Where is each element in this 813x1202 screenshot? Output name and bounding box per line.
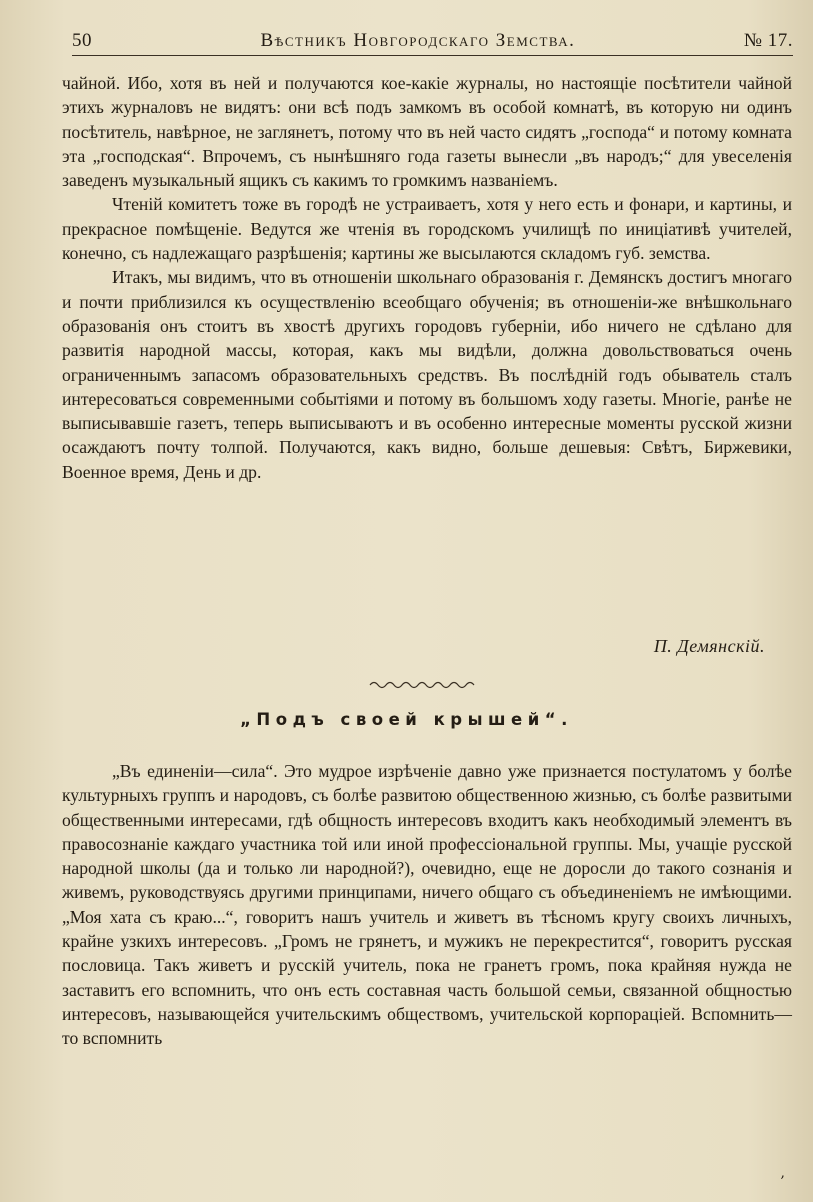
- page-mark: ,: [780, 1165, 785, 1181]
- article-demyansk: [62, 71, 792, 484]
- wavy-divider: [368, 678, 478, 692]
- article-under-own-roof: [62, 759, 792, 1051]
- issue-number: № 17.: [743, 30, 793, 51]
- page-number: 50: [72, 30, 92, 51]
- paragraph: Итакъ, мы видимъ, что въ отношеніи школьнаго образованія г. Демянскъ достигъ многаго и почти приблизился къ осуществленію всеобщаго обученія; въ отношеніи-же внѣшкольнаго образованія онъ стоитъ въ хвостѣ другихъ городовъ губерніи, ибо ничего не сдѣлано для развитія народной массы, которая, какъ мы видѣли, должна довольствоваться очень ограниченнымъ запасомъ образовательныхъ средствъ. Въ послѣдній годъ обыватель сталъ интересоваться современными событіями и потому въ большомъ ходу газеты. Многіе, ранѣе не выписывавшіе газетъ, теперь выписываютъ и въ особенно интересные моменты русской жизни осаждаютъ почту толпой. Получаются, какъ видно, больше дешевыя: Свѣтъ, Биржевики, Военное время, День и др.: [62, 267, 792, 482]
- author-signature: П. Демянскій.: [653, 636, 765, 656]
- running-header: [72, 22, 793, 56]
- paragraph: Чтеній комитетъ тоже въ городѣ не устраиваетъ, хотя у него есть и фонари, и картины, и прекрасное помѣщеніе. Ведутся же чтенія въ городскомъ училищѣ по иниціативѣ учителей, конечно, съ надлежащаго разрѣшенія; картины же высылаются складомъ губ. земства.: [62, 194, 792, 264]
- journal-title: Вѣстникъ Новгородскаго Земства.: [260, 30, 576, 51]
- paragraph: чайной. Ибо, хотя въ ней и получаются кое-какіе журналы, но настоящіе посѣтители чайной этихъ журналовъ не видятъ: они всѣ подъ замкомъ въ особой комнатѣ, въ которую ни одинъ посѣтитель, навѣрное, не заглянетъ, потому что въ ней часто сидятъ „господа“ и потому комната эта „господская“. Впрочемъ, съ нынѣшняго года газеты вынесли „въ народъ;“ для увеселенія заведенъ музыкальный ящикъ съ какимъ то громкимъ названіемъ.: [62, 73, 792, 191]
- paragraph: „Въ единеніи—сила“. Это мудрое изрѣченіе давно уже признается постулатомъ у болѣе культурныхъ группъ и народовъ, съ болѣе развитою общественною жизнью, съ болѣе развитыми общественными интересами, гдѣ общность интересовъ входитъ какъ необходимый элементъ въ правосознаніе каждаго участника той или иной профессіональной группы. Мы, учащіе русской народной школы (да и только ли народной?), очевидно, еще не доросли до такого сознанія и живемъ, руководствуясь другими принципами, ничего общаго съ объединеніемъ не имѣющими. „Моя хата съ краю...“, говоритъ нашъ учитель и живетъ въ тѣсномъ кругу своихъ личныхъ, крайне узкихъ интересовъ. „Громъ не грянетъ, и мужикъ не перекрестится“, говоритъ русская пословица. Такъ живетъ и русскій учитель, пока не гранетъ громъ, пока крайняя нужда не заставитъ его вспомнить, что онъ есть составная часть большой семьи, связанной общностью интересовъ, называющейся учительскимъ обществомъ, учительской корпораціей. Вспомнить—то вспомнить: [62, 761, 792, 1049]
- article-title: „Подъ своей крышей“.: [240, 710, 573, 729]
